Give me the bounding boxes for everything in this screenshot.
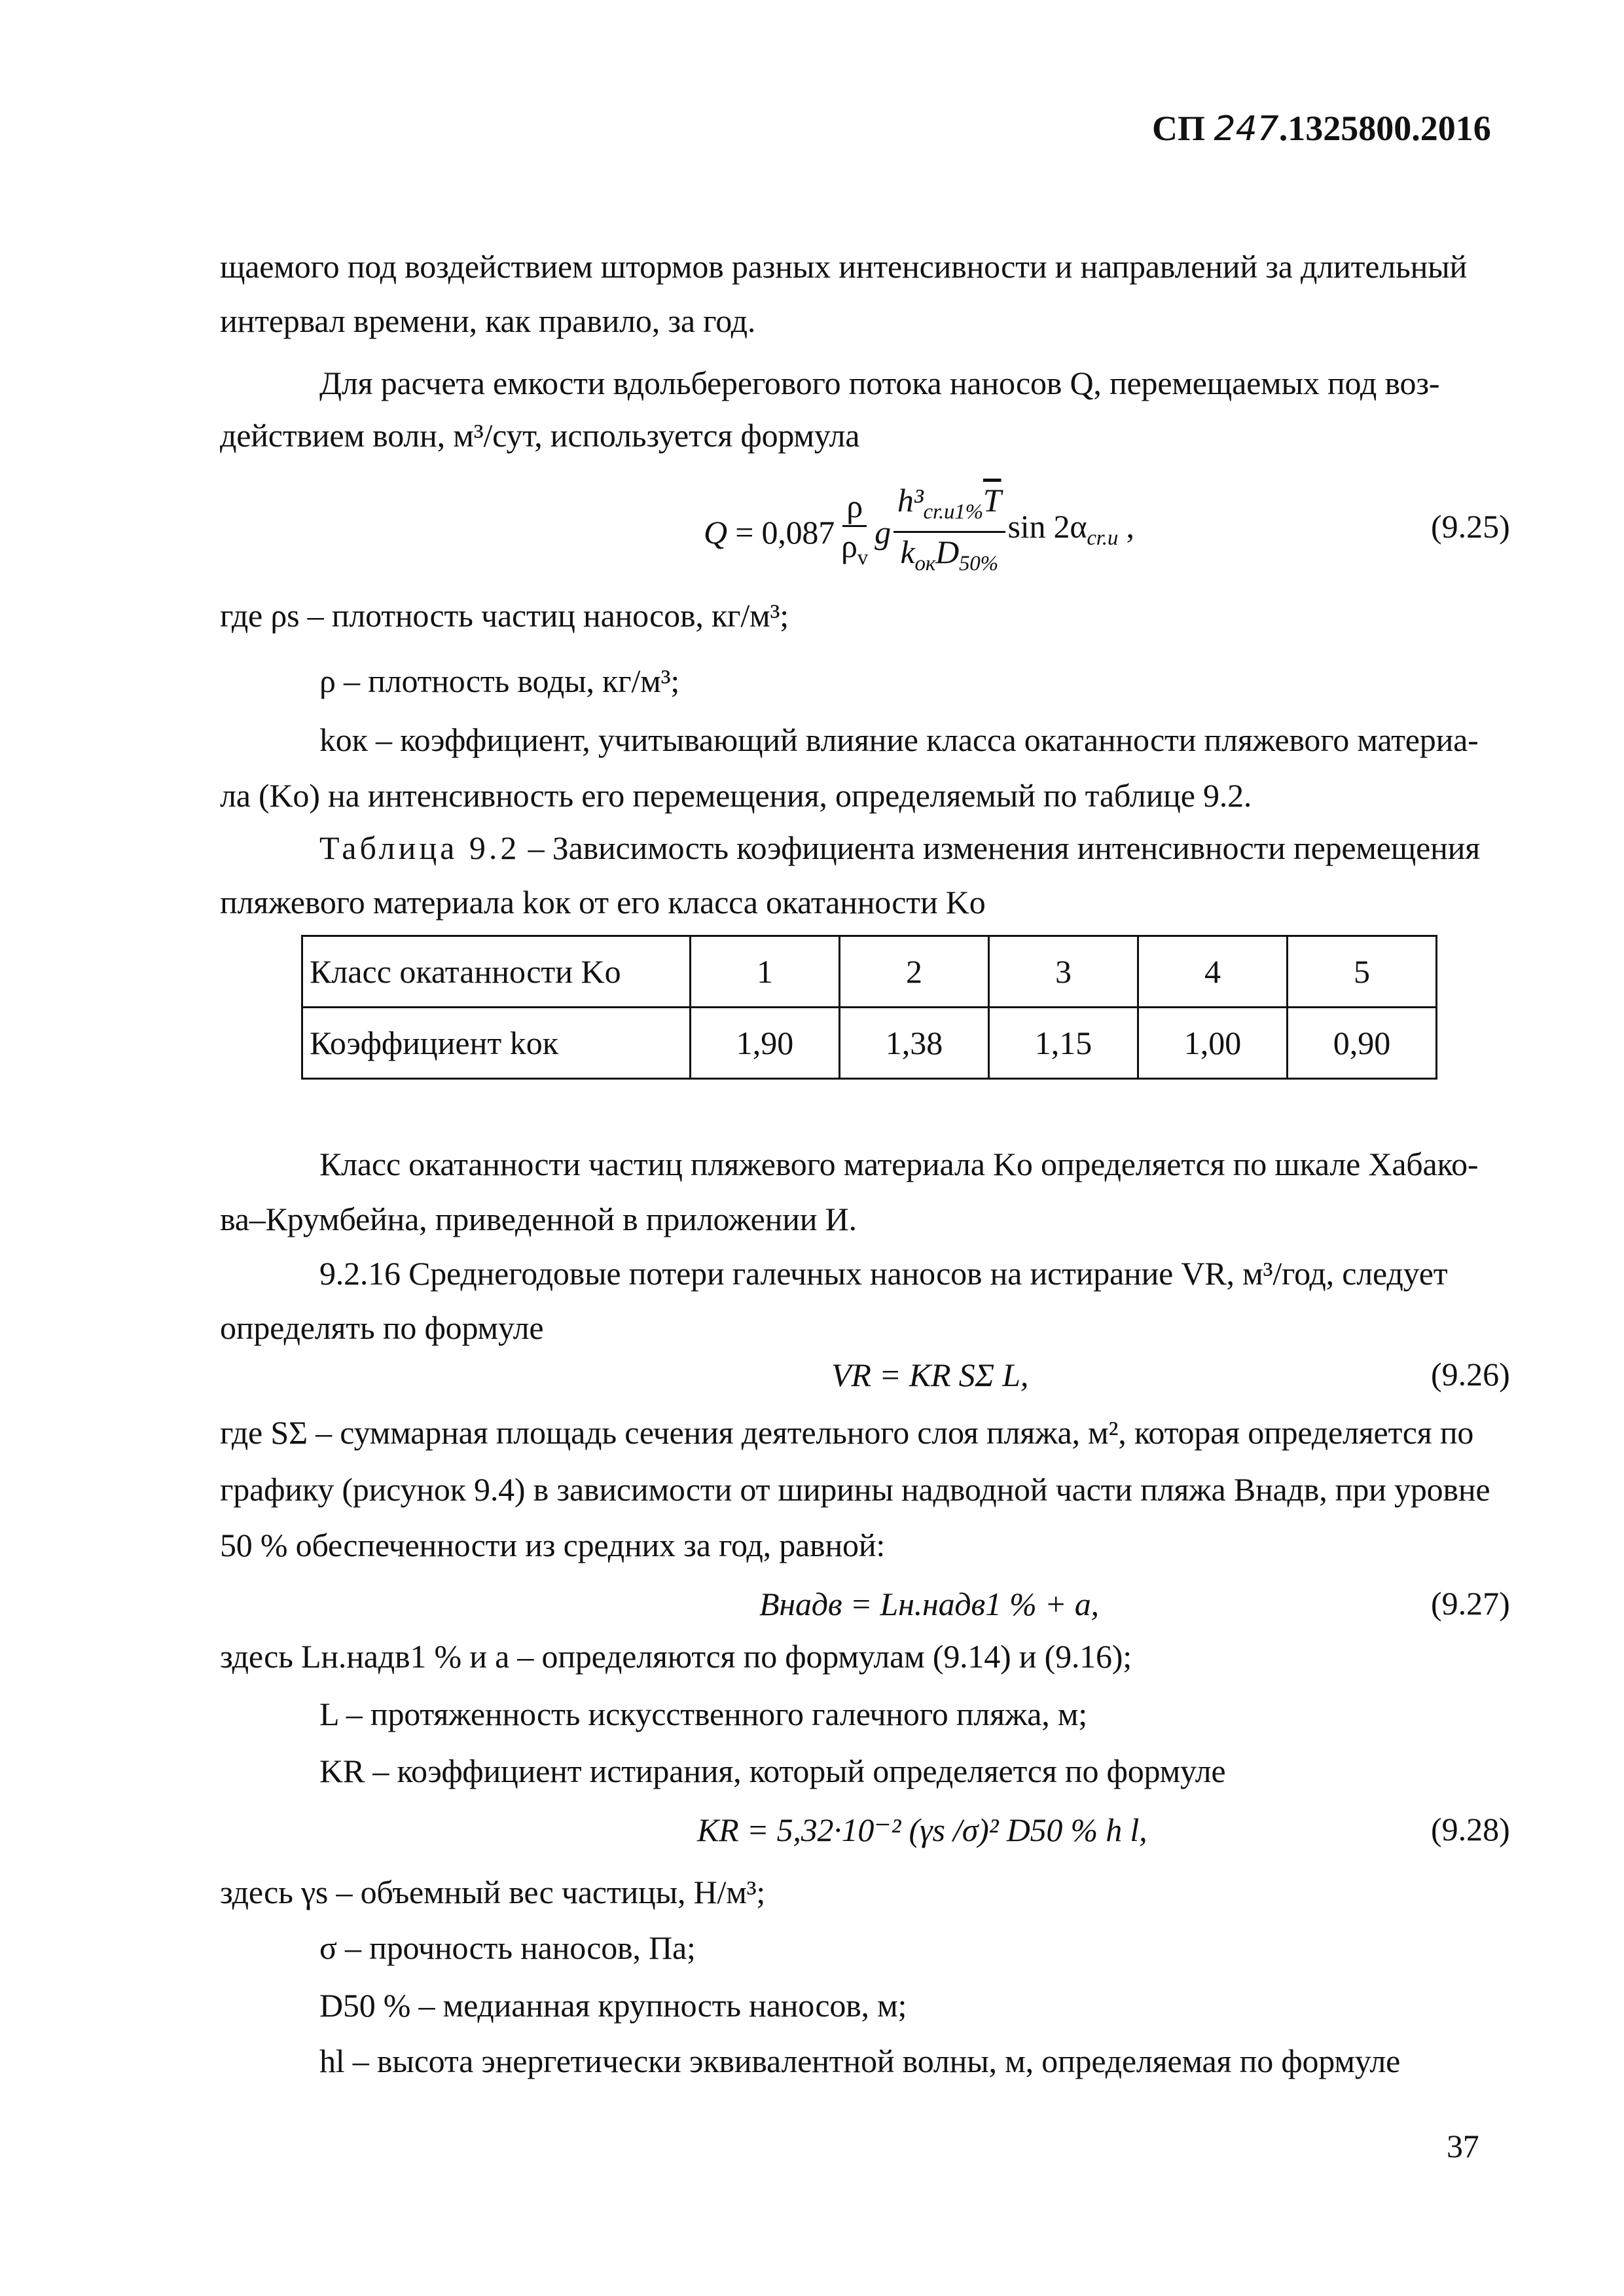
fraction-denominator — [837, 527, 872, 577]
document-header — [1152, 108, 1491, 149]
definition-line: здесь Lн.надв1 % и a – определяются по формулам (9.14) и (9.16); — [220, 1638, 1132, 1675]
subscript: ок — [914, 552, 936, 575]
table-cell-label: Коэффициент kок — [302, 1008, 691, 1079]
definition-line: ρ – плотность воды, кг/м³; — [319, 663, 680, 699]
header-suffix: .1325800.2016 — [1278, 109, 1491, 148]
table-cell: 1,15 — [989, 1008, 1138, 1079]
paragraph-line: 9.2.16 Среднегодовые потери галечных наносов на истирание VR, м³/год, следует — [319, 1255, 1448, 1292]
definition-line: где SΣ – суммарная площадь сечения деятельного слоя пляжа, м², которая определяется по — [220, 1414, 1474, 1451]
table-9-2 — [301, 935, 1437, 1080]
eq-lhs: Q — [704, 513, 727, 551]
equation-9-26: VR = KR SΣ L, — [831, 1357, 1029, 1393]
comma: , — [1118, 507, 1134, 545]
page-number: 37 — [1447, 2128, 1479, 2164]
table-cell: 1,00 — [1138, 1008, 1288, 1079]
paragraph-line: интервал времени, как правило, за год. — [220, 302, 756, 339]
equation-number: (9.26) — [1431, 1356, 1510, 1393]
definition-line: σ – прочность наносов, Па; — [319, 1929, 696, 1966]
paragraph-line: ва–Крумбейна, приведенной в приложении И. — [220, 1201, 857, 1237]
rho-symbol: ρ — [841, 528, 857, 564]
eq-coef: = 0,087 — [727, 513, 835, 551]
fraction-numerator — [893, 481, 1005, 533]
table-cell: 1,38 — [840, 1008, 989, 1079]
table-cell: 1,90 — [691, 1008, 840, 1079]
fraction-numerator: ρ — [842, 487, 867, 527]
equation-9-27: Bнадв = Lн.надв1 % + a, — [759, 1586, 1099, 1622]
paragraph-line: Класс окатанности частиц пляжевого материала Ko определяется по шкале Хабако- — [319, 1146, 1479, 1182]
table-row — [302, 1008, 1437, 1079]
equation-9-28: KR = 5,32·10⁻² (γs /σ)² D50 % h l, — [697, 1812, 1147, 1848]
d-symbol: D — [935, 534, 959, 570]
table-cell: 1 — [691, 936, 840, 1008]
subscript: 50% — [959, 552, 998, 575]
fraction-density — [837, 487, 872, 577]
table-cell: 2 — [840, 936, 989, 1008]
subscript: cr.u1% — [923, 500, 983, 524]
equation-9-25 — [704, 481, 1134, 583]
equation-number: (9.27) — [1431, 1585, 1510, 1622]
header-prefix: СП — [1152, 109, 1214, 148]
paragraph-line: действием волн, м³/сут, используется формула — [220, 417, 860, 454]
table-caption-line: пляжевого материала kок от его класса окатанности Ko — [220, 884, 986, 920]
definition-line: KR – коэффициент истирания, который определяется по формуле — [319, 1753, 1226, 1789]
wave-height: h³ — [897, 482, 924, 519]
table-row — [302, 936, 1437, 1008]
definition-line: здесь γs – объемный вес частицы, Н/м³; — [220, 1874, 766, 1910]
table-caption-text: – Зависимость коэфициента изменения интенсивности перемещения — [520, 829, 1480, 866]
fraction-denominator — [897, 533, 1002, 583]
paragraph-line: щаемого под воздействием штормов разных интенсивности и направлений за длительный — [220, 248, 1468, 285]
definition-line: ла (Ko) на интенсивность его перемещения, определяемый по таблице 9.2. — [220, 777, 1252, 814]
definition-line: D50 % – медианная крупность наносов, м; — [319, 1987, 907, 2024]
table-caption — [319, 828, 1480, 867]
paragraph-line: Для расчета емкости вдольберегового потока наносов Q, перемещаемых под воз- — [319, 365, 1440, 401]
sin-term: sin 2α — [1007, 507, 1087, 545]
equation-number: (9.28) — [1431, 1811, 1510, 1848]
definition-line: hl – высота энергетически эквивалентной волны, м, определяемая по формуле — [319, 2043, 1401, 2079]
k-symbol: k — [900, 534, 915, 570]
table-cell-label: Класс окатанности Ko — [302, 936, 691, 1008]
handwritten-code: 247 — [1214, 109, 1279, 149]
table-cell: 5 — [1288, 936, 1437, 1008]
subscript: v — [857, 546, 869, 570]
table-cell: 4 — [1138, 936, 1288, 1008]
subscript: cr.u — [1087, 526, 1119, 550]
definition-line: графику (рисунок 9.4) в зависимости от ширины надводной части пляжа Bнадв, при уровне — [220, 1471, 1490, 1508]
fraction-wave — [893, 481, 1005, 583]
period-symbol: $\overline{T}$ — [983, 482, 1001, 519]
definition-line: L – протяженность искусственного галечного пляжа, м; — [319, 1696, 1087, 1732]
eq-tail — [1008, 507, 1134, 558]
gravity-symbol: g — [875, 513, 891, 551]
definition-line: kок – коэффициент, учитывающий влияние класса окатанности пляжевого материа- — [319, 721, 1479, 758]
paragraph-line: определять по формуле — [220, 1309, 544, 1346]
table-cell: 3 — [989, 936, 1138, 1008]
table-cell: 0,90 — [1288, 1008, 1437, 1079]
definition-line: где ρs – плотность частиц наносов, кг/м³; — [220, 597, 789, 634]
table-caption-label: Таблица 9.2 — [319, 829, 520, 866]
definition-line: 50 % обеспеченности из средних за год, равной: — [220, 1527, 886, 1563]
equation-number: (9.25) — [1431, 508, 1510, 545]
